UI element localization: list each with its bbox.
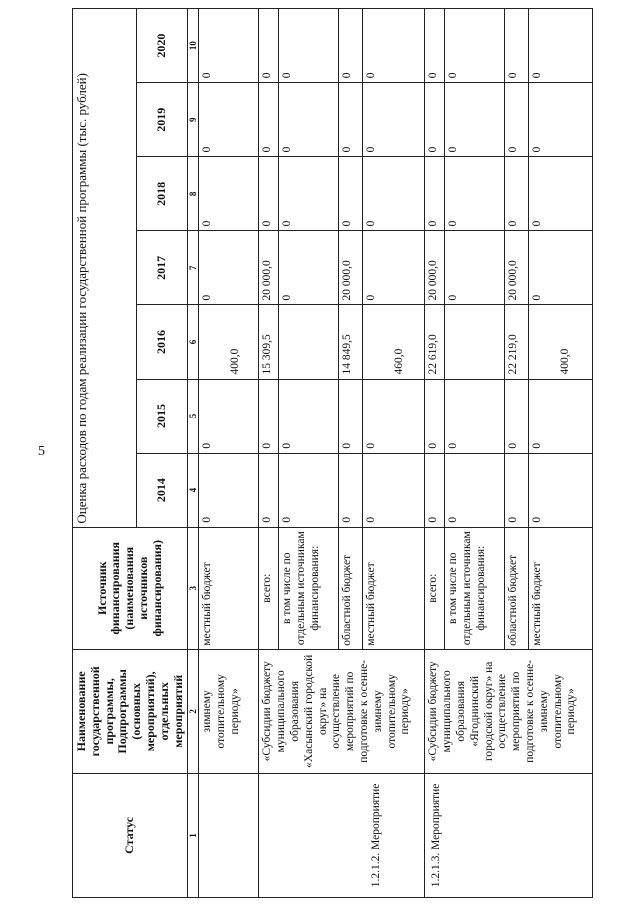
- value-cell: 20 000,0: [259, 231, 279, 305]
- value-cell: 0: [199, 157, 259, 231]
- status-cell: 1.2.1.2. Мероприятие: [259, 773, 425, 897]
- value-cell: 0: [529, 379, 593, 453]
- value-cell-low: 460,0: [393, 348, 406, 375]
- value-cell: 0: [279, 157, 339, 231]
- source-cell: областной бюджет: [505, 527, 529, 649]
- source-cell: всего:: [259, 527, 279, 649]
- value-cell: 0: [199, 379, 259, 453]
- value-cell: 0: [445, 83, 505, 157]
- value-cell: 0: [505, 453, 529, 527]
- value-cell: 0: [529, 83, 593, 157]
- value-cell: 0: [363, 83, 425, 157]
- value-cell: 0: [339, 83, 363, 157]
- value-cell: 0: [505, 9, 529, 83]
- value-cell: 0: [529, 157, 593, 231]
- value-cell: 0: [445, 453, 505, 527]
- value-cell: 0: [363, 9, 425, 83]
- value-cell: 0: [259, 453, 279, 527]
- value-cell: 20 000,0: [425, 231, 445, 305]
- header-year: 2018: [137, 157, 188, 231]
- index-cell: 5: [188, 379, 199, 453]
- value-cell: 0: [339, 157, 363, 231]
- header-year: 2017: [137, 231, 188, 305]
- value-cell: 0: [425, 83, 445, 157]
- header-year: 2015: [137, 379, 188, 453]
- source-cell: всего:: [425, 527, 445, 649]
- header-source: Источник финансирования (наименования источников финансирования): [73, 527, 188, 649]
- value-cell: 0: [363, 231, 425, 305]
- value-cell: 0: [505, 157, 529, 231]
- status-cell: 1.2.1.3. Мероприятие: [425, 773, 593, 897]
- value-cell: 0: [259, 83, 279, 157]
- index-cell: 1: [188, 773, 199, 897]
- value-cell: 15 309,5: [259, 305, 279, 379]
- source-cell: местный бюджет: [199, 527, 259, 649]
- index-cell: 4: [188, 453, 199, 527]
- value-cell: 0: [445, 9, 505, 83]
- status-cell: [199, 773, 259, 897]
- value-cell: 0: [505, 379, 529, 453]
- header-year: 2019: [137, 83, 188, 157]
- source-cell: в том числе по отдельным источникам финансирования:: [279, 527, 339, 649]
- table-row: [199, 9, 259, 898]
- index-cell: 7: [188, 231, 199, 305]
- value-cell: 0: [259, 9, 279, 83]
- value-cell: 0: [425, 453, 445, 527]
- table-row: [425, 9, 445, 898]
- source-cell: местный бюджет: [529, 527, 593, 649]
- value-cell: 0: [199, 231, 259, 305]
- value-cell: 0: [363, 379, 425, 453]
- source-cell: в том числе по отдельным источникам финансирования:: [445, 527, 505, 649]
- value-cell: 0: [363, 157, 425, 231]
- value-cell: [199, 305, 259, 379]
- index-row: [188, 9, 199, 898]
- value-cell: 0: [279, 83, 339, 157]
- value-cell: [445, 305, 505, 379]
- header-estimate: Оценка расходов по годам реализации государственной программы (тыс. рублей): [73, 9, 137, 528]
- source-cell: областной бюджет: [339, 527, 363, 649]
- value-cell: 0: [259, 379, 279, 453]
- value-cell: [279, 305, 339, 379]
- value-cell: 0: [363, 453, 425, 527]
- value-cell: 0: [199, 83, 259, 157]
- value-cell: 0: [339, 9, 363, 83]
- header-row: [73, 9, 137, 898]
- header-name: Наименование государственной программы, Подпрограммы (основных мероприятий), отдельных мероприятий: [73, 649, 188, 773]
- value-cell: 0: [425, 157, 445, 231]
- value-cell: 22 619,0: [425, 305, 445, 379]
- name-cell: зимнему отопительному периоду»: [199, 649, 259, 773]
- value-cell-low: 400,0: [229, 348, 242, 375]
- page-number: 5: [38, 444, 45, 459]
- header-status: Статус: [73, 773, 188, 897]
- value-cell: [363, 305, 425, 379]
- value-cell: 0: [529, 231, 593, 305]
- header-year: 2020: [137, 9, 188, 83]
- index-cell: 9: [188, 83, 199, 157]
- index-cell: 10: [188, 9, 199, 83]
- value-cell: 0: [425, 9, 445, 83]
- value-cell: 22 219,0: [505, 305, 529, 379]
- index-cell: 8: [188, 157, 199, 231]
- value-cell: 0: [529, 9, 593, 83]
- name-cell: «Субсидии бюджету муниципального образования «Хасынский городской округ» на осуществление мероприятий по подготовке к осенне-зимнему отопительному периоду»: [259, 649, 425, 773]
- value-cell: 0: [279, 453, 339, 527]
- value-cell: 0: [199, 453, 259, 527]
- header-year: 2014: [137, 453, 188, 527]
- value-cell: 0: [279, 379, 339, 453]
- name-cell: «Субсидии бюджету муниципального образования «Ягоднинский городской округ» на осуществление мероприятий по подготовке к осенне-зимнему отопительному периоду»: [425, 649, 593, 773]
- value-cell: 0: [445, 231, 505, 305]
- value-cell: 0: [445, 379, 505, 453]
- budget-table: [72, 8, 593, 898]
- index-cell: 3: [188, 527, 199, 649]
- value-cell: 14 849,5: [339, 305, 363, 379]
- header-year: 2016: [137, 305, 188, 379]
- value-cell-low: 400,0: [559, 348, 572, 375]
- rotated-page: [72, 8, 632, 898]
- value-cell: 20 000,0: [505, 231, 529, 305]
- index-cell: 6: [188, 305, 199, 379]
- value-cell: 20 000,0: [339, 231, 363, 305]
- value-cell: 0: [279, 9, 339, 83]
- value-cell: 0: [279, 231, 339, 305]
- value-cell: 0: [425, 379, 445, 453]
- value-cell: 0: [339, 379, 363, 453]
- value-cell: 0: [339, 453, 363, 527]
- value-cell: 0: [445, 157, 505, 231]
- source-cell: местный бюджет: [363, 527, 425, 649]
- table-row: [259, 9, 279, 898]
- value-cell: 0: [199, 9, 259, 83]
- value-cell: 0: [529, 453, 593, 527]
- value-cell: 0: [505, 83, 529, 157]
- value-cell: 0: [259, 157, 279, 231]
- index-cell: 2: [188, 649, 199, 773]
- value-cell: [529, 305, 593, 379]
